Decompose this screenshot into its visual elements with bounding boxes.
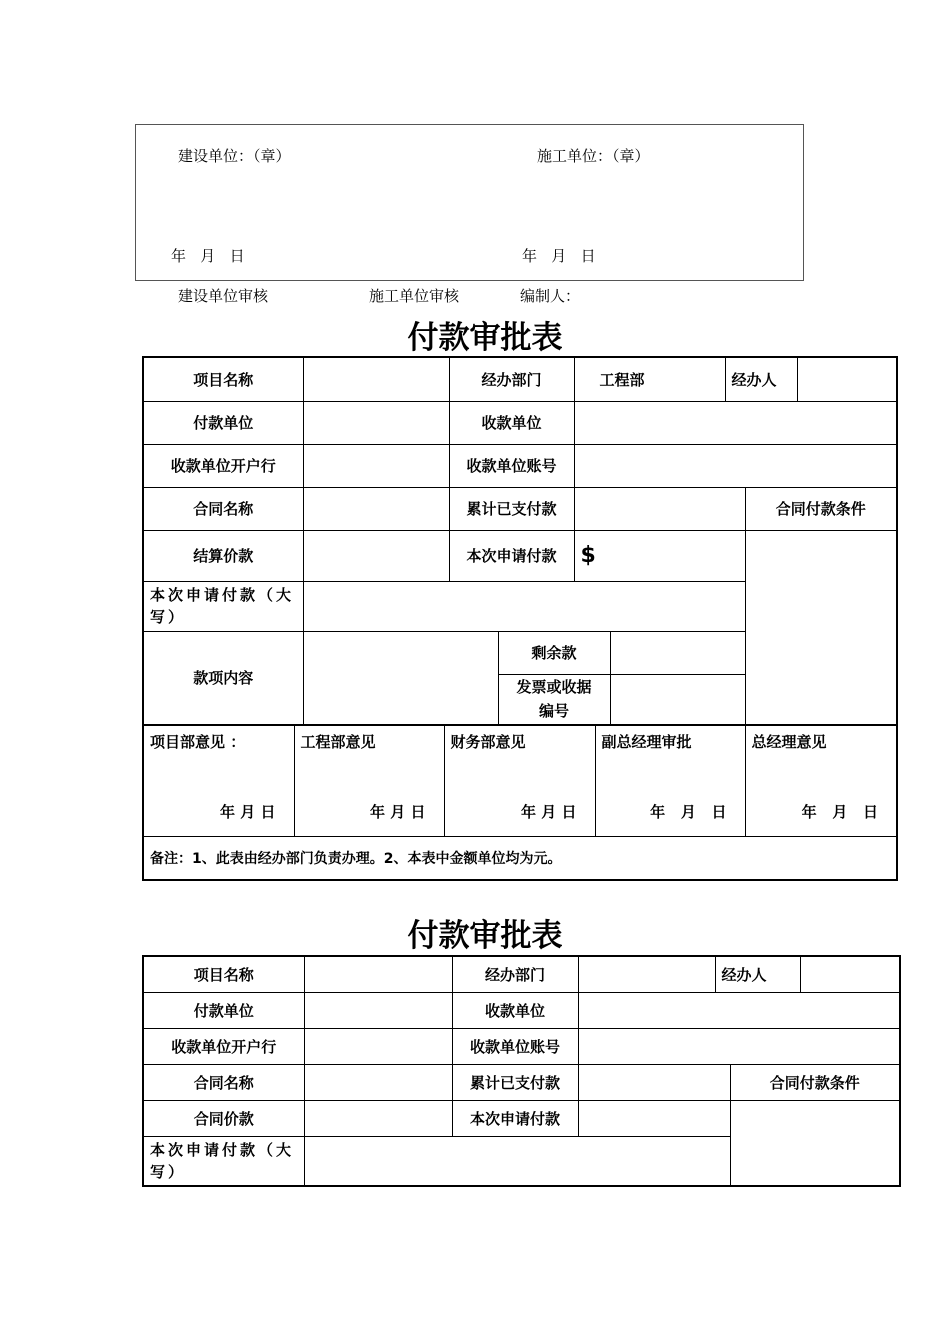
construction-unit-seal-label: 建设单位：（章）: [178, 147, 291, 165]
f2-project-name-field[interactable]: [304, 956, 452, 992]
f2-contract-name-field[interactable]: [304, 1064, 452, 1100]
f2-dept-field[interactable]: [578, 956, 715, 992]
contract-name-field[interactable]: [303, 487, 449, 530]
f2-dept-label: 经办部门: [452, 956, 578, 992]
construction-unit-review: 建设单位审核: [178, 287, 269, 305]
f2-this-request-field[interactable]: [578, 1100, 730, 1136]
item-content-label: 款项内容: [143, 631, 303, 725]
f2-payee-field[interactable]: [578, 992, 900, 1028]
f2-payee-label: 收款单位: [452, 992, 578, 1028]
this-request-field[interactable]: [574, 530, 745, 581]
f2-handler-field[interactable]: [800, 956, 900, 992]
engineering-dept-opinion-date: 年 月 日: [370, 803, 426, 821]
f2-payment-terms-field[interactable]: [730, 1100, 900, 1186]
f2-project-name-label: 项目名称: [143, 956, 304, 992]
form2-title: 付款审批表: [407, 918, 563, 954]
payee-field[interactable]: [574, 401, 897, 444]
invoice-label: 发票或收据编号: [498, 674, 610, 725]
builder-unit-review: 施工单位审核: [369, 287, 460, 305]
engineering-dept-opinion[interactable]: [294, 725, 444, 837]
payment-terms-label: 合同付款条件: [745, 487, 897, 530]
project-dept-opinion-date: 年 月 日: [220, 803, 276, 821]
f2-paid-total-field[interactable]: [578, 1064, 730, 1100]
payee-label: 收款单位: [449, 401, 574, 444]
preparer-label: 编制人：: [520, 287, 581, 305]
f2-payer-label: 付款单位: [143, 992, 304, 1028]
payee-account-label: 收款单位账号: [449, 444, 574, 487]
f2-payee-bank-field[interactable]: [304, 1028, 452, 1064]
paid-total-field[interactable]: [574, 487, 745, 530]
deputy-gm-approval-date: 年 月 日: [650, 803, 727, 821]
settlement-label: 结算价款: [143, 530, 303, 581]
finance-dept-opinion-date: 年 月 日: [521, 803, 577, 821]
payment-terms-field[interactable]: [745, 530, 897, 725]
this-request-upper-field[interactable]: [303, 581, 745, 631]
gm-opinion-label: 总经理意见: [751, 733, 827, 751]
form-note: 备注：1、此表由经办部门负责办理。2、本表中金额单位均为元。: [143, 837, 897, 880]
builder-unit-date: 年 月 日: [522, 247, 596, 265]
f2-payment-terms-label: 合同付款条件: [730, 1064, 900, 1100]
payee-bank-field[interactable]: [303, 444, 449, 487]
payee-bank-label: 收款单位开户行: [143, 444, 303, 487]
finance-dept-opinion[interactable]: [444, 725, 595, 837]
f2-paid-total-label: 累计已支付款: [452, 1064, 578, 1100]
engineering-dept-opinion-label: 工程部意见: [300, 733, 376, 751]
invoice-field[interactable]: [610, 674, 745, 725]
f2-payee-account-label: 收款单位账号: [452, 1028, 578, 1064]
item-content-field[interactable]: [303, 631, 498, 725]
payee-account-field[interactable]: [574, 444, 897, 487]
opinions-table: [142, 724, 898, 881]
payment-approval-form-2: [142, 955, 901, 1187]
dollar-sign-icon: $: [580, 543, 596, 568]
f2-this-request-upper-label: 本次申请付款（大写）: [143, 1136, 304, 1186]
builder-unit-seal-label: 施工单位：（章）: [537, 147, 650, 165]
f2-contract-price-field[interactable]: [304, 1100, 452, 1136]
payer-field[interactable]: [303, 401, 449, 444]
gm-opinion-date: 年 月 日: [801, 803, 878, 821]
dept-value[interactable]: 工程部: [574, 357, 725, 401]
handler-label: 经办人: [725, 357, 797, 401]
f2-payer-field[interactable]: [304, 992, 452, 1028]
project-dept-opinion[interactable]: [143, 725, 294, 837]
f2-this-request-upper-field[interactable]: [304, 1136, 730, 1186]
contract-name-label: 合同名称: [143, 487, 303, 530]
construction-unit-date: 年 月 日: [171, 247, 245, 265]
f2-handler-label: 经办人: [715, 956, 800, 992]
project-name-field[interactable]: [303, 357, 449, 401]
signature-box: [135, 124, 804, 281]
payer-label: 付款单位: [143, 401, 303, 444]
form1-title: 付款审批表: [407, 320, 563, 356]
finance-dept-opinion-label: 财务部意见: [450, 733, 526, 751]
f2-payee-account-field[interactable]: [578, 1028, 900, 1064]
gm-opinion[interactable]: [745, 725, 897, 837]
handler-field[interactable]: [797, 357, 897, 401]
project-dept-opinion-label: 项目部意见 ：: [150, 733, 246, 751]
remaining-label: 剩余款: [498, 631, 610, 674]
remaining-field[interactable]: [610, 631, 745, 674]
f2-payee-bank-label: 收款单位开户行: [143, 1028, 304, 1064]
payment-approval-form-1: [142, 356, 898, 726]
f2-contract-name-label: 合同名称: [143, 1064, 304, 1100]
this-request-label: 本次申请付款: [449, 530, 574, 581]
f2-this-request-label: 本次申请付款: [452, 1100, 578, 1136]
paid-total-label: 累计已支付款: [449, 487, 574, 530]
deputy-gm-approval[interactable]: [595, 725, 745, 837]
project-name-label: 项目名称: [143, 357, 303, 401]
this-request-upper-label: 本次申请付款（大写）: [143, 581, 303, 631]
settlement-field[interactable]: [303, 530, 449, 581]
deputy-gm-approval-label: 副总经理审批: [601, 733, 692, 751]
f2-contract-price-label: 合同价款: [143, 1100, 304, 1136]
dept-label: 经办部门: [449, 357, 574, 401]
